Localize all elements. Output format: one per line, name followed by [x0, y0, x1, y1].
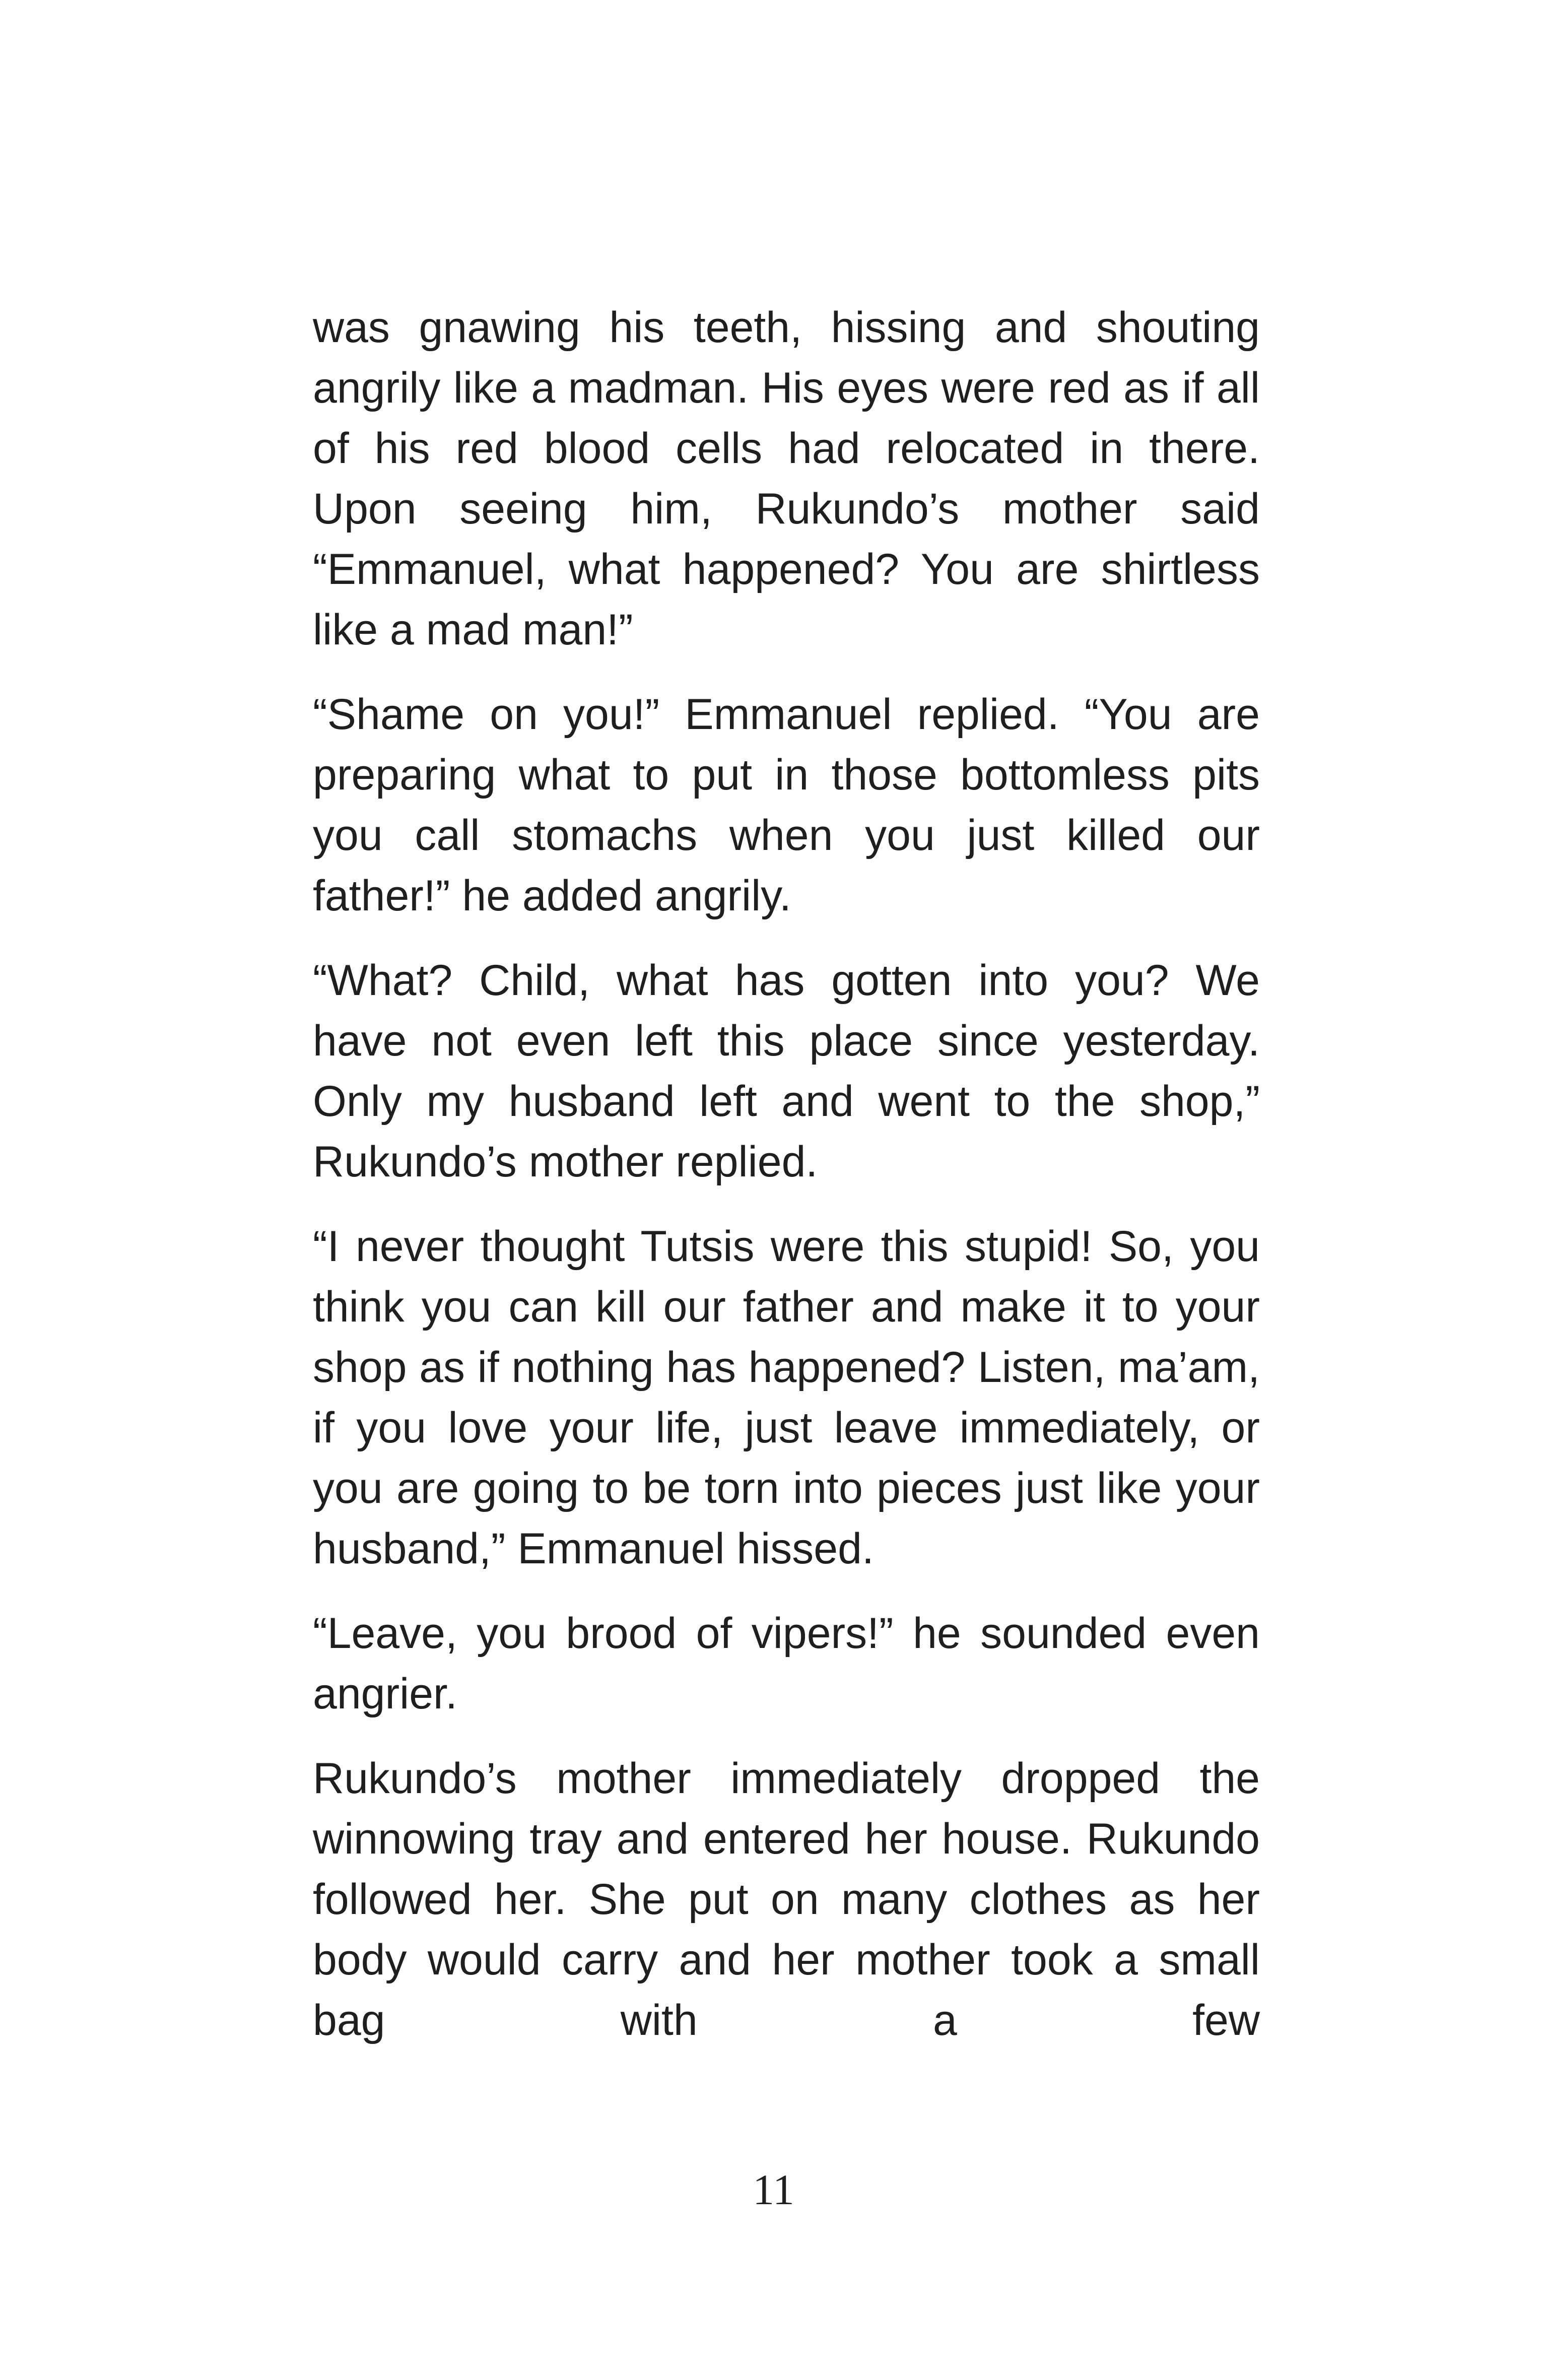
body-text — [313, 297, 1260, 2051]
paragraph-4: “I never thought Tutsis were this stupid! So, you think you can kill our father and make it to your shop as if nothing has happened? Listen, ma’am, if you love your life, just leave immediately, or you are going to be torn into pieces just like your husband,” Emmanuel hissed. — [313, 1222, 1260, 1573]
paragraph-6: Rukundo’s mother immediately dropped the winnowing tray and entered her house. Rukundo followed her. She put on many clothes as her body would carry and her mother took a small bag with a few — [313, 1754, 1260, 2044]
paragraph-5: “Leave, you brood of vipers!” he sounded even angrier. — [313, 1609, 1260, 1718]
paragraph-1: was gnawing his teeth, hissing and shouting angrily like a madman. His eyes were red as if all of his red blood cells had relocated in there. Upon seeing him, Rukundo’s mother said “Emmanuel, what happened? You are shirtless like a mad man!” — [313, 303, 1260, 654]
page-number: 11 — [753, 2165, 794, 2214]
paragraph-2: “Shame on you!” Emmanuel replied. “You are preparing what to put in those bottomless pits you call stomachs when you just killed our father!” he added angrily. — [313, 690, 1260, 920]
paragraph-3: “What? Child, what has gotten into you? We have not even left this place since yesterday. Only my husband left and went to the shop,” Rukundo’s mother replied. — [313, 956, 1260, 1186]
